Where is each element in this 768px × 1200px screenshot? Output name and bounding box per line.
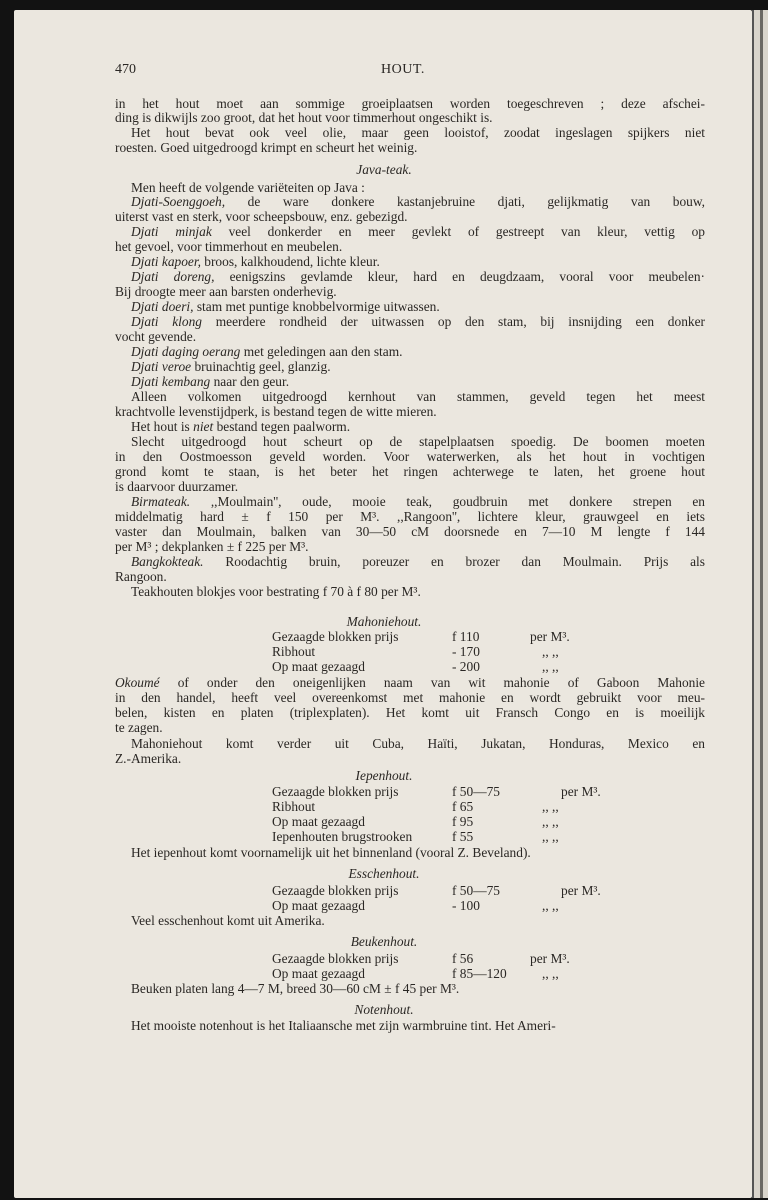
text-line — [115, 464, 705, 479]
price-value: f 56 — [452, 951, 474, 966]
text-content: te zagen. — [115, 720, 163, 735]
text-content: Alleen volkomen uitgedroogd kernhout van stammen, geveld tegen het meest — [131, 389, 705, 404]
price-unit: ,, ,, — [542, 898, 559, 913]
text-content: in het hout moet aan sommige groeiplaatsen worden toegeschreven ; deze afschei- — [115, 96, 705, 111]
text-line — [115, 479, 705, 494]
text-line — [131, 494, 705, 509]
text-line — [131, 434, 705, 449]
text-content: meerdere rondheid der uitwassen op den stam, bij insnijding een donker — [202, 314, 705, 329]
price-value: f 65 — [452, 799, 474, 814]
text-content: in den Oostmoesson geveld worden. Voor waterwerken, als het hout in vochtigen — [115, 449, 705, 464]
text-line — [131, 299, 721, 314]
text-content: Roodachtig bruin, poreuzer en brozer dan Moulmain. Prijs als — [203, 554, 705, 569]
price-item: Gezaagde blokken prijs — [272, 883, 399, 898]
running-head: HOUT. — [381, 62, 425, 77]
text-line — [115, 539, 705, 554]
text-line — [115, 720, 705, 735]
price-row — [272, 659, 672, 674]
text-line — [131, 981, 721, 996]
text-content: uiterst vast en sterk, voor scheepsbouw, enz. gebezigd. — [115, 209, 408, 224]
text-line — [115, 284, 705, 299]
text-content: Z.-Amerika. — [115, 751, 182, 766]
italic-term: Djati daging oerang — [131, 344, 241, 359]
text-line — [131, 419, 721, 434]
section-heading — [0, 866, 768, 881]
price-unit: ,, ,, — [542, 829, 559, 844]
text-line — [131, 125, 705, 140]
price-unit: ,, ,, — [542, 814, 559, 829]
text-line — [115, 329, 705, 344]
italic-term: Okoumé — [115, 675, 160, 690]
price-item: Op maat gezaagd — [272, 898, 365, 913]
text-content: ,,Moulmain'', oude, mooie teak, goudbruin met donkere strepen en — [190, 494, 705, 509]
text-content: stam met puntige knobbelvormige uitwassen. — [193, 299, 440, 314]
section-heading — [0, 934, 768, 949]
price-value: - 100 — [452, 898, 480, 913]
price-unit: ,, ,, — [542, 799, 559, 814]
text-line — [131, 389, 705, 404]
text-content: Teakhouten blokjes voor bestrating f 70 à f 80 per M³. — [131, 584, 421, 599]
page-header — [115, 62, 705, 80]
price-value: f 95 — [452, 814, 474, 829]
text-line — [131, 359, 721, 374]
italic-term: Djati doeri, — [131, 299, 194, 314]
page-number: 470 — [115, 62, 136, 77]
italic-term: Djati veroe — [131, 359, 192, 374]
price-value: - 170 — [452, 644, 480, 659]
text-content: Het mooiste notenhout is het Italiaansche met zijn warmbruine tint. Het Ameri- — [131, 1018, 556, 1033]
price-value: f 85—120 — [452, 966, 507, 981]
text-line — [131, 584, 721, 599]
text-content: per M³ ; dekplanken ± f 225 per M³. — [115, 539, 309, 554]
text-line — [115, 449, 705, 464]
price-row — [272, 799, 672, 814]
price-row — [272, 898, 672, 913]
text-content: Slecht uitgedroogd hout scheurt op de stapelplaatsen spoedig. De boomen moeten — [131, 434, 705, 449]
text-content: Het iepenhout komt voornamelijk uit het binnenland (vooral Z. Beveland). — [131, 845, 531, 860]
price-value: f 50—75 — [452, 784, 500, 799]
text-content: krachtvolle levenstijdperk, is bestand tegen de witte mieren. — [115, 404, 437, 419]
price-item: Ribhout — [272, 799, 316, 814]
price-item: Gezaagde blokken prijs — [272, 629, 399, 644]
text-content: Men heeft de volgende variëteiten op Java : — [131, 180, 365, 195]
price-unit: ,, ,, — [542, 644, 559, 659]
text-content: middelmatig hard ± f 150 per M³. ,,Rangoon'', lichtere kleur, grauwgeel en iets — [115, 509, 705, 524]
italic-term: Djati kembang — [131, 374, 211, 389]
section-heading-text: Java-teak. — [356, 162, 412, 177]
text-content: het gevoel, voor timmerhout en meubelen. — [115, 239, 343, 254]
text-content: Het hout bevat ook veel olie, maar geen looistof, zoodat ingeslagen spijkers niet — [131, 125, 705, 140]
price-item: Op maat gezaagd — [272, 659, 365, 674]
section-heading — [0, 768, 768, 783]
text-line — [131, 736, 705, 751]
text-content: vaster dan Moulmain, balken van 30—50 cM doorsnede en 7—10 M lengte f 144 — [115, 524, 705, 539]
text-line — [131, 913, 721, 928]
italic-term: Djati minjak — [131, 224, 212, 239]
text-content: broos, kalkhoudend, lichte kleur. — [200, 254, 380, 269]
price-item: Gezaagde blokken prijs — [272, 784, 399, 799]
text-line — [115, 404, 705, 419]
section-heading-text: Esschenhout. — [348, 866, 420, 881]
text-content: naar den geur. — [210, 374, 290, 389]
text-lead: Het hout is — [131, 419, 194, 434]
text-line — [115, 209, 705, 224]
text-line — [131, 344, 721, 359]
text-content: roesten. Goed uitgedroogd krimpt en scheurt het weinig. — [115, 140, 418, 155]
text-line — [115, 239, 705, 254]
text-line — [115, 751, 705, 766]
section-heading — [0, 162, 768, 177]
text-line — [131, 269, 705, 284]
italic-term: Djati doreng, — [131, 269, 215, 284]
text-line — [115, 110, 705, 125]
text-line — [131, 314, 705, 329]
text-line — [115, 569, 705, 584]
text-line — [131, 1018, 721, 1033]
price-item: Ribhout — [272, 644, 316, 659]
italic-term: Birmateak. — [131, 494, 191, 509]
text-content: belen, kisten en platen (triplexplaten). Het komt uit Fransch Congo en is moeilijk — [115, 705, 705, 720]
text-content: is daarvoor duurzamer. — [115, 479, 239, 494]
section-heading-text: Notenhout. — [354, 1002, 414, 1017]
price-unit: per M³. — [530, 951, 570, 966]
text-content: Veel esschenhout komt uit Amerika. — [131, 913, 325, 928]
price-row — [272, 883, 672, 898]
text-content: bestand tegen paalworm. — [213, 419, 351, 434]
text-line — [131, 554, 705, 569]
text-line — [131, 194, 705, 209]
price-unit: ,, ,, — [542, 659, 559, 674]
price-row — [272, 951, 672, 966]
text-line — [115, 524, 705, 539]
text-line — [131, 374, 721, 389]
price-unit: ,, ,, — [542, 966, 559, 981]
price-unit: per M³. — [561, 784, 601, 799]
price-row — [272, 829, 672, 844]
italic-term: Djati kapoer, — [131, 254, 201, 269]
price-row — [272, 784, 672, 799]
text-content: in den handel, heeft veel overeenkomst met mahonie en wordt gebruikt voor meu- — [115, 690, 705, 705]
text-line — [115, 96, 705, 111]
price-row — [272, 966, 672, 981]
text-content: veel donkerder en meer gevlekt of gestreept van kleur, vettig op — [211, 224, 705, 239]
price-item: Op maat gezaagd — [272, 966, 365, 981]
section-heading — [0, 1002, 768, 1017]
text-content: of onder den oneigenlijken naam van wit mahonie of Gaboon Mahonie — [159, 675, 705, 690]
text-line — [131, 224, 705, 239]
section-heading-text: Mahoniehout. — [346, 614, 422, 629]
text-content: bruinachtig geel, glanzig. — [191, 359, 331, 374]
price-item: Gezaagde blokken prijs — [272, 951, 399, 966]
price-value: f 55 — [452, 829, 474, 844]
section-heading — [0, 614, 768, 629]
text-line — [115, 705, 705, 720]
text-content: eenigszins gevlamde kleur, hard en deugdzaam, vooral voor meubelen· — [214, 269, 705, 284]
price-row — [272, 629, 672, 644]
text-line — [131, 845, 721, 860]
italic-term: Bangkokteak. — [131, 554, 204, 569]
text-line — [131, 180, 721, 195]
text-line — [115, 509, 705, 524]
text-content: vocht gevende. — [115, 329, 197, 344]
text-content: Beuken platen lang 4—7 M, breed 30—60 cM ± f 45 per M³. — [131, 981, 460, 996]
section-heading-text: Iepenhout. — [355, 768, 413, 783]
text-content: de ware donkere kastanjebruine djati, gelijkmatig van bouw, — [225, 194, 705, 209]
price-item: Iepenhouten brugstrooken — [272, 829, 413, 844]
price-value: f 110 — [452, 629, 480, 644]
text-content: Rangoon. — [115, 569, 167, 584]
text-content: met geledingen aan den stam. — [240, 344, 403, 359]
italic-term: Djati klong — [131, 314, 202, 329]
price-value: f 50—75 — [452, 883, 500, 898]
price-value: - 200 — [452, 659, 480, 674]
italic-term: niet — [193, 419, 214, 434]
page-edge — [752, 10, 768, 1198]
italic-term: Djati-Soenggoeh, — [131, 194, 226, 209]
price-row — [272, 644, 672, 659]
price-unit: per M³. — [561, 883, 601, 898]
price-unit: per M³. — [530, 629, 570, 644]
text-line — [115, 690, 705, 705]
price-row — [272, 814, 672, 829]
text-content: Bij droogte meer aan barsten onderhevig. — [115, 284, 337, 299]
text-content: grond komt te staan, is het beter het ringen achterwege te laten, het groene hout — [115, 464, 705, 479]
text-line — [115, 675, 705, 690]
price-item: Op maat gezaagd — [272, 814, 365, 829]
text-content: ding is dikwijls zoo groot, dat het hout voor timmerhout ongeschikt is. — [115, 110, 493, 125]
text-line — [131, 254, 721, 269]
text-line — [115, 140, 705, 155]
text-content: Mahoniehout komt verder uit Cuba, Haïti, Jukatan, Honduras, Mexico en — [131, 736, 705, 751]
section-heading-text: Beukenhout. — [350, 934, 418, 949]
